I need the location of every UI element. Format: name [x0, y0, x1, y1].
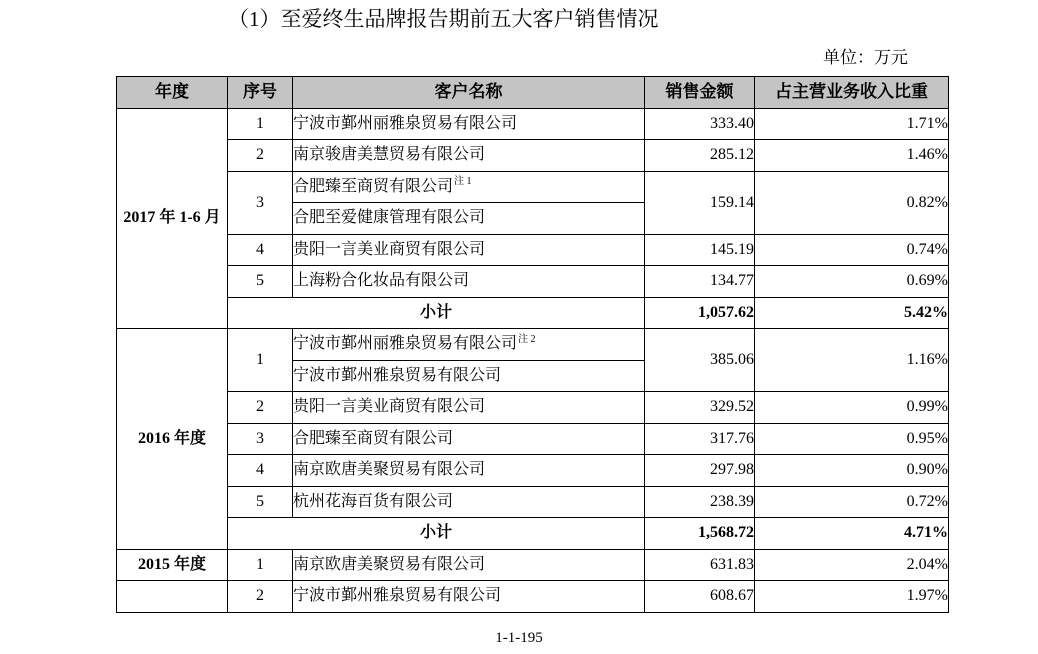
customer-cell: 合肥至爱健康管理有限公司: [293, 203, 645, 235]
customer-cell: [293, 329, 645, 361]
subtotal-amount: 1,568.72: [645, 518, 755, 550]
customer-cell: 上海粉合化妆品有限公司: [293, 266, 645, 298]
table-header-row: [117, 77, 949, 109]
period-2016-cell: 2016 年度: [117, 329, 228, 550]
amount-cell: 297.98: [645, 455, 755, 487]
seq-cell: 1: [228, 108, 293, 140]
amount-cell: 333.40: [645, 108, 755, 140]
ratio-cell: 1.97%: [755, 581, 949, 613]
customer-cell: [293, 171, 645, 203]
subtotal-ratio: 5.42%: [755, 297, 949, 329]
table-row: [117, 140, 949, 172]
ratio-cell: 2.04%: [755, 549, 949, 581]
amount-cell: 285.12: [645, 140, 755, 172]
table-row: [117, 486, 949, 518]
subtotal-row: [117, 297, 949, 329]
ratio-cell: 0.95%: [755, 423, 949, 455]
subtotal-amount: 1,057.62: [645, 297, 755, 329]
footnote-marker: 注 1: [454, 176, 472, 188]
ratio-cell: 0.69%: [755, 266, 949, 298]
unit-label: 单位：万元: [823, 48, 908, 67]
table-row: [117, 171, 949, 203]
seq-cell: 2: [228, 392, 293, 424]
table-row: [117, 108, 949, 140]
amount-cell: 145.19: [645, 234, 755, 266]
seq-cell: 2: [228, 581, 293, 613]
ratio-cell: 0.74%: [755, 234, 949, 266]
ratio-cell: 0.90%: [755, 455, 949, 487]
subtotal-ratio: 4.71%: [755, 518, 949, 550]
period-2015-continued-cell: [117, 581, 228, 613]
customer-cell: 杭州花海百货有限公司: [293, 486, 645, 518]
amount-cell: 608.67: [645, 581, 755, 613]
customer-cell: 南京骏唐美慧贸易有限公司: [293, 140, 645, 172]
header-customer: 客户名称: [293, 77, 645, 109]
footnote-marker: 注 2: [518, 333, 536, 345]
seq-cell: 2: [228, 140, 293, 172]
table-row: [117, 423, 949, 455]
table-row: [117, 455, 949, 487]
seq-cell: 1: [228, 329, 293, 392]
seq-cell: 5: [228, 486, 293, 518]
table-row: [117, 266, 949, 298]
seq-cell: 3: [228, 171, 293, 234]
amount-cell: 329.52: [645, 392, 755, 424]
subtotal-label: 小计: [228, 297, 645, 329]
ratio-cell: 0.72%: [755, 486, 949, 518]
seq-cell: 4: [228, 455, 293, 487]
amount-cell: 317.76: [645, 423, 755, 455]
table-row: [117, 234, 949, 266]
ratio-cell: 0.99%: [755, 392, 949, 424]
seq-cell: 5: [228, 266, 293, 298]
amount-cell: 631.83: [645, 549, 755, 581]
customer-cell: 贵阳一言美业商贸有限公司: [293, 234, 645, 266]
table-row: [117, 581, 949, 613]
period-2015-cell: 2015 年度: [117, 549, 228, 581]
seq-cell: 1: [228, 549, 293, 581]
header-ratio: 占主营业务收入比重: [755, 77, 949, 109]
subtotal-label: 小计: [228, 518, 645, 550]
top-customers-table: [116, 76, 949, 613]
customer-cell: 宁波市鄞州雅泉贸易有限公司: [293, 581, 645, 613]
amount-cell: 385.06: [645, 329, 755, 392]
amount-cell: 238.39: [645, 486, 755, 518]
table-row: [117, 392, 949, 424]
seq-cell: 3: [228, 423, 293, 455]
ratio-cell: 1.46%: [755, 140, 949, 172]
amount-cell: 159.14: [645, 171, 755, 234]
customer-cell: 南京欧唐美聚贸易有限公司: [293, 455, 645, 487]
customer-cell: 宁波市鄞州丽雅泉贸易有限公司: [293, 108, 645, 140]
amount-cell: 134.77: [645, 266, 755, 298]
customer-name: 合肥臻至商贸有限公司: [293, 177, 454, 195]
table-row: [117, 549, 949, 581]
subtotal-row: [117, 518, 949, 550]
seq-cell: 4: [228, 234, 293, 266]
page-number: 1-1-195: [495, 630, 543, 646]
section-heading: （1）至爱终生品牌报告期前五大客户销售情况: [228, 7, 659, 31]
header-amount: 销售金额: [645, 77, 755, 109]
customer-cell: 合肥臻至商贸有限公司: [293, 423, 645, 455]
table-row: [117, 329, 949, 361]
ratio-cell: 1.71%: [755, 108, 949, 140]
ratio-cell: 1.16%: [755, 329, 949, 392]
customer-cell: 宁波市鄞州雅泉贸易有限公司: [293, 360, 645, 392]
header-seq: 序号: [228, 77, 293, 109]
ratio-cell: 0.82%: [755, 171, 949, 234]
customer-name: 宁波市鄞州丽雅泉贸易有限公司: [293, 335, 518, 353]
header-period: 年度: [117, 77, 228, 109]
customer-cell: 南京欧唐美聚贸易有限公司: [293, 549, 645, 581]
period-2017-cell: 2017 年 1-6 月: [117, 108, 228, 329]
customer-cell: 贵阳一言美业商贸有限公司: [293, 392, 645, 424]
